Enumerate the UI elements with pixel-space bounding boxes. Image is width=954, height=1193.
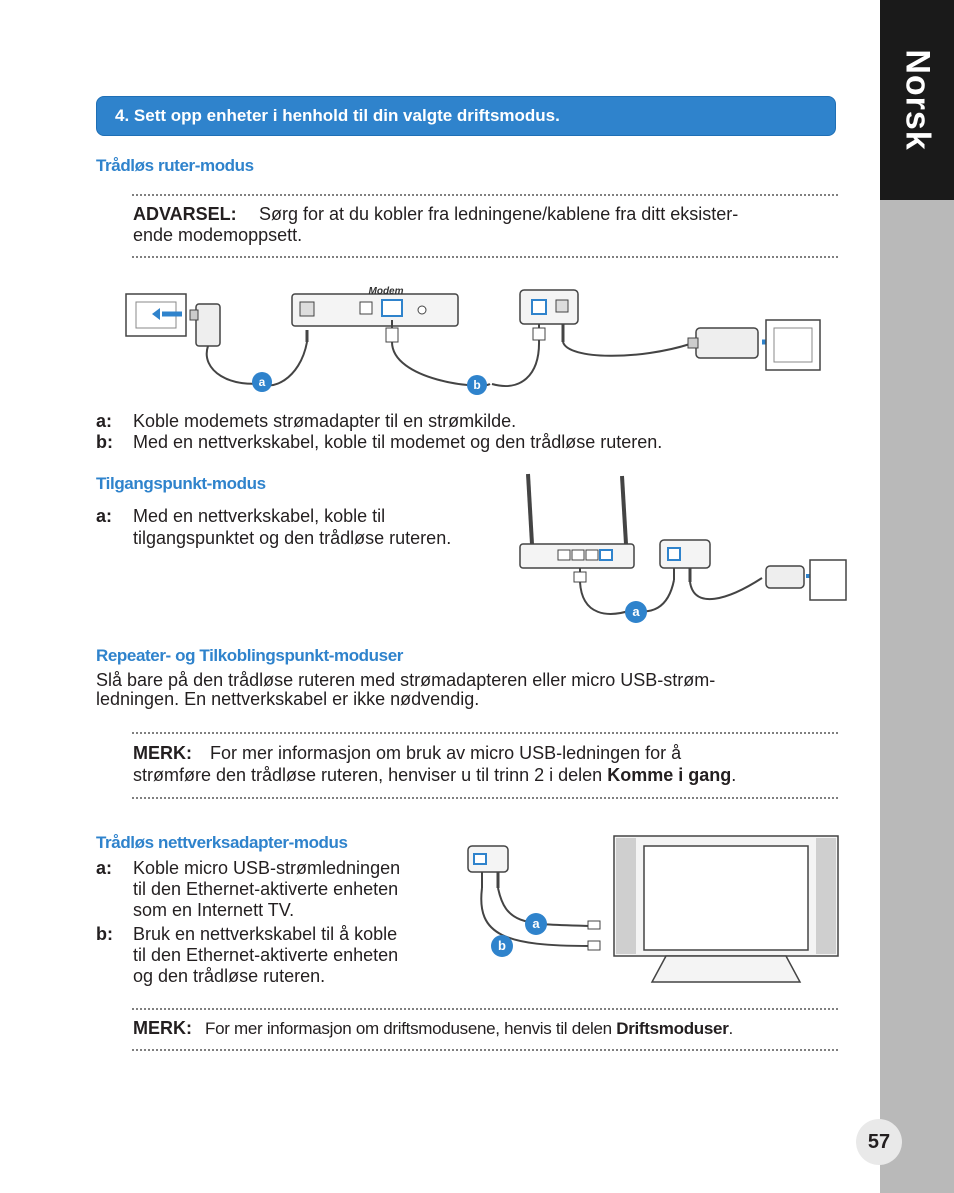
adapter-item-a-line1: Koble micro USB-strømledningen [133, 858, 401, 878]
language-tab [880, 0, 954, 200]
badge-a [525, 913, 547, 935]
note-line2-text: strømføre den trådløse ruteren, henviser u til trinn 2 i delen [133, 765, 608, 785]
ap-item-a-line2: tilgangspunktet og den trådløse ruteren. [133, 528, 452, 548]
adapter-item-a-label: a: [96, 858, 113, 878]
warning-label: ADVARSEL: [133, 204, 237, 224]
adapter-item-b-line3: og den trådløse ruteren. [133, 966, 326, 986]
repeater-body-line2: ledningen. En nettverkskabel er ikke nødvendig. [96, 689, 480, 709]
modem-label: Modem [368, 286, 404, 297]
router-mode-diagram [120, 280, 830, 400]
item-b-label: b: [96, 432, 113, 452]
adapter-item-b-line2: til den Ethernet-aktiverte enheten [133, 945, 399, 965]
badge-a [252, 372, 272, 392]
ap-item-a-label: a: [96, 506, 113, 526]
adapter-note-text-end: . [728, 1019, 733, 1038]
section-title-repeater: Repeater- og Tilkoblingspunkt-moduser [96, 646, 403, 665]
svg-text:b: b [473, 378, 481, 392]
section-title-wireless-router: Trådløs ruter-modus [96, 156, 254, 175]
adapter-item-b-line1: Bruk en nettverkskabel til å koble [133, 924, 398, 944]
adapter-item-a-line3: som en Internett TV. [133, 900, 295, 920]
adapter-item-b-label: b: [96, 924, 113, 944]
item-a-text: Koble modemets strømadapter til en strømkilde. [133, 411, 517, 431]
badge-a [625, 601, 647, 623]
section-title-adapter: Trådløs nettverksadapter-modus [96, 833, 348, 852]
access-point-diagram [518, 470, 848, 630]
item-b-text: Med en nettverkskabel, koble til modemet og den trådløse ruteren. [133, 432, 663, 452]
ap-item-a-line1: Med en nettverkskabel, koble til [133, 506, 386, 526]
adapter-note-text [205, 1018, 733, 1039]
wall-outlet-right-icon [766, 320, 820, 370]
item-a-label: a: [96, 411, 113, 431]
page-number: 57 [856, 1119, 902, 1165]
note-label: MERK: [133, 743, 192, 763]
warning-text-line2: ende modemoppsett. [133, 225, 303, 245]
svg-text:a: a [632, 604, 640, 619]
adapter-note-text-main: For mer informasjon om driftsmodusene, henvis til delen [205, 1019, 617, 1038]
adapter-note-label: MERK: [133, 1018, 192, 1038]
step-banner: 4. Sett opp enheter i henhold til din valgte driftsmodus. [96, 96, 836, 136]
repeater-body-line1: Slå bare på den trådløse ruteren med strømadapteren eller micro USB-strøm- [96, 670, 716, 690]
note-link-komme-i-gang: Komme i gang [607, 765, 732, 785]
divider [132, 1008, 838, 1010]
side-tab [880, 0, 954, 1193]
note-line2 [133, 765, 736, 786]
note-line2-end: . [731, 765, 737, 785]
wall-outlet-icon [126, 294, 186, 336]
router-power-adapter-icon [766, 560, 846, 600]
power-adapter-icon [190, 304, 270, 384]
language-label: Norsk [898, 49, 937, 151]
svg-text:a: a [258, 375, 266, 389]
wireless-router-icon [492, 290, 690, 386]
wireless-router-icon [634, 540, 762, 611]
badge-b [491, 935, 513, 957]
note-link-driftsmoduser: Driftsmoduser [616, 1019, 729, 1038]
access-point-icon [520, 474, 634, 614]
divider [132, 194, 838, 196]
adapter-item-a-line2: til den Ethernet-aktiverte enheten [133, 879, 399, 899]
adapter-mode-diagram [466, 836, 840, 988]
badge-b [467, 375, 487, 395]
divider [132, 256, 838, 258]
modem-icon [292, 286, 458, 326]
svg-text:a: a [532, 916, 540, 931]
divider [132, 797, 838, 799]
internet-tv-icon [614, 836, 838, 982]
divider [132, 732, 838, 734]
warning-text-line1: Sørg for at du kobler fra ledningene/kablene fra ditt eksister- [259, 204, 739, 224]
svg-text:b: b [498, 938, 506, 953]
section-title-access-point: Tilgangspunkt-modus [96, 474, 266, 493]
note-line1: For mer informasjon om bruk av micro USB-ledningen for å [210, 743, 682, 763]
divider [132, 1049, 838, 1051]
